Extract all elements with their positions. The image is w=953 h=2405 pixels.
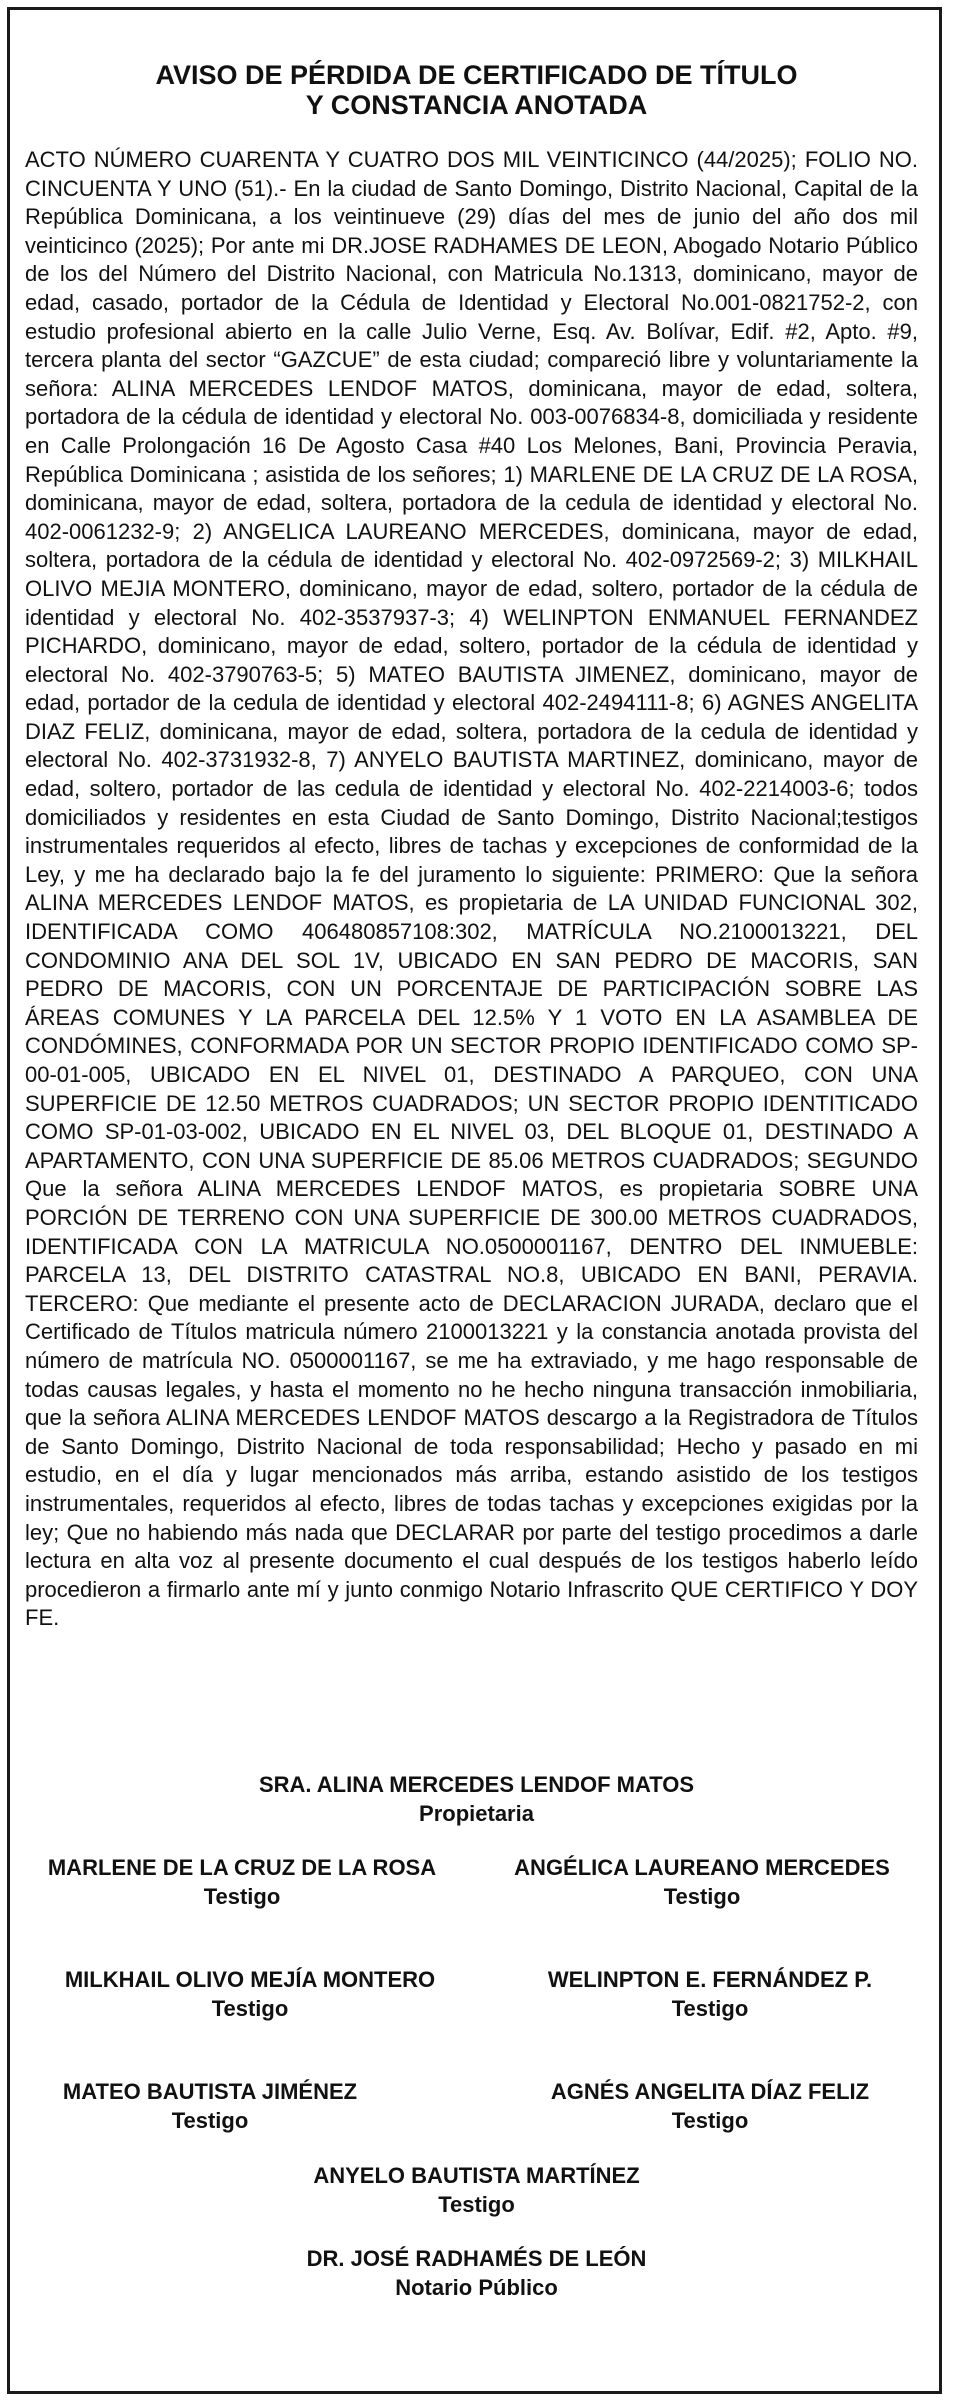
notice-title-line-1: AVISO DE PÉRDIDA DE CERTIFICADO DE TÍTULO xyxy=(155,60,798,90)
signature-role: Testigo xyxy=(171,2108,249,2133)
signature-witness-2 xyxy=(472,1853,932,1911)
signature-role: Testigo xyxy=(671,2108,749,2133)
signature-name: AGNÉS ANGELITA DÍAZ FELIZ xyxy=(550,2079,870,2104)
signature-role: Notario Público xyxy=(395,2275,558,2300)
signature-witness-7 xyxy=(0,2161,953,2219)
signature-role: Testigo xyxy=(671,1996,749,2021)
signature-witness-4 xyxy=(480,1965,940,2023)
signature-role: Testigo xyxy=(663,1884,741,1909)
signature-witness-3 xyxy=(20,1965,480,2023)
signature-owner xyxy=(0,1770,953,1828)
signature-name: ANYELO BAUTISTA MARTÍNEZ xyxy=(313,2163,640,2188)
signature-name: MATEO BAUTISTA JIMÉNEZ xyxy=(62,2079,358,2104)
signature-name: MILKHAIL OLIVO MEJÍA MONTERO xyxy=(64,1967,436,1992)
signature-name: DR. JOSÉ RADHAMÉS DE LEÓN xyxy=(306,2246,647,2271)
signature-name: WELINPTON E. FERNÁNDEZ P. xyxy=(547,1967,873,1992)
notice-body: ACTO NÚMERO CUARENTA Y CUATRO DOS MIL VEINTICINCO (44/2025); FOLIO NO. CINCUENTA Y UNO (51).- En la ciudad de Santo Domingo, Distrito Nacional, Capital de la República Dominicana, a los veintinueve (29) días del mes de junio del año dos mil veinticinco (2025); Por ante mi DR.JOSE RADHAMES DE LEON, Abogado Notario Público de los del Número del Distrito Nacional, con Matricula No.1313, dominicano, mayor de edad, casado, portador de la Cédula de Identidad y Electoral No.001-0821752-2, con estudio profesional abierto en la calle Julio Verne, Esq. Av. Bolívar, Edif. #2, Apto. #9, tercera planta del sector “GAZCUE” de esta ciudad; compareció libre y voluntariamente la señora: ALINA MERCEDES LENDOF MATOS, dominicana, mayor de edad, soltera, portadora de la cédula de identidad y electoral No. 003-0076834-8, domiciliada y residente en Calle Prolongación 16 De Agosto Casa #40 Los Melones, Bani, Provincia Peravia, República Dominicana ; asistida de los señores; 1) MARLENE DE LA CRUZ DE LA ROSA, dominicana, mayor de edad, soltera, portadora de la cedula de identidad y electoral No. 402-0061232-9; 2) ANGELICA LAUREANO MERCEDES, dominicana, mayor de edad, soltera, portadora de la cédula de identidad y electoral No. 402-0972569-2; 3) MILKHAIL OLIVO MEJIA MONTERO, dominicano, mayor de edad, soltero, portador de la cédula de identidad y electoral No. 402-3537937-3; 4) WELINPTON ENMANUEL FERNANDEZ PICHARDO, dominicano, mayor de edad, soltero, portador de la cédula de identidad y electoral No. 402-3790763-5; 5) MATEO BAUTISTA JIMENEZ, dominicano, mayor de edad, portador de la cedula de identidad y electoral 402-2494111-8; 6) AGNES ANGELITA DIAZ FELIZ, dominicana, mayor de edad, soltera, portadora de la cedula de identidad y electoral No. 402-3731932-8, 7) ANYELO BAUTISTA MARTINEZ, dominicano, mayor de edad, soltero, portador de las cedula de identidad y electoral No. 402-2214003-6; todos domiciliados y residentes en esta Ciudad de Santo Domingo, Distrito Nacional;testigos instrumentales requeridos al efecto, libres de tachas y excepciones de conformidad de la Ley, y me ha declarado bajo la fe del juramento lo siguiente: PRIMERO: Que la señora ALINA MERCEDES LENDOF MATOS, es propietaria de LA UNIDAD FUNCIONAL 302, IDENTIFICADA COMO 406480857108:302, MATRÍCULA NO.2100013221, DEL CONDOMINIO ANA DEL SOL 1V, UBICADO EN SAN PEDRO DE MACORIS, SAN PEDRO DE MACORIS, CON UN PORCENTAJE DE PARTICIPACIÓN SOBRE LAS ÁREAS COMUNES Y LA PARCELA DEL 12.5% Y 1 VOTO EN LA ASAMBLEA DE CONDÓMINES, CONFORMADA POR UN SECTOR PROPIO IDENTIFICADO COMO SP-00-01-005, UBICADO EN EL NIVEL 01, DESTINADO A PARQUEO, CON UNA SUPERFICIE DE 12.50 METROS CUADRADOS; UN SECTOR PROPIO IDENTITICADO COMO SP-01-03-002, UBICADO EN EL NIVEL 03, DEL BLOQUE 01, DESTINADO A APARTAMENTO, CON UNA SUPERFICIE DE 85.06 METROS CUADRADOS; SEGUNDO Que la señora ALINA MERCEDES LENDOF MATOS, es propietaria SOBRE UNA PORCIÓN DE TERRENO CON UNA SUPERFICIE DE 300.00 METROS CUADRADOS, IDENTIFICADA CON LA MATRICULA NO.0500001167, DENTRO DEL INMUEBLE: PARCELA 13, DEL DISTRITO CATASTRAL NO.8, UBICADO EN BANI, PERAVIA. TERCERO: Que mediante el presente acto de DECLARACION JURADA, declaro que el Certificado de Títulos matricula número 2100013221 y la constancia anotada provista del número de matrícula NO. 0500001167, se me ha extraviado, y me hago responsable de todas causas legales, y hasta el momento no he hecho ninguna transacción inmobiliaria, que la señora ALINA MERCEDES LENDOF MATOS descargo a la Registradora de Títulos de Santo Domingo, Distrito Nacional de toda responsabilidad; Hecho y pasado en mi estudio, en el día y lugar mencionados más arriba, estando asistido de los testigos instrumentales, requeridos al efecto, libres de todas tachas y excepciones exigidas por la ley; Que no habiendo más nada que DECLARAR por parte del testigo procedimos a darle lectura en alta voz al presente documento el cual después de los testigos haberlo leído procedieron a firmarlo ante mí y junto conmigo Notario Infrascrito QUE CERTIFICO Y DOY FE. xyxy=(25,147,918,1631)
notice-title-line-2: Y CONSTANCIA ANOTADA xyxy=(305,90,648,120)
signature-notary xyxy=(0,2244,953,2302)
signature-name: SRA. ALINA MERCEDES LENDOF MATOS xyxy=(258,1772,695,1797)
signature-witness-5 xyxy=(0,2077,420,2135)
signature-witness-1 xyxy=(12,1853,472,1911)
signature-role: Testigo xyxy=(211,1996,289,2021)
signature-role: Testigo xyxy=(203,1884,281,1909)
signature-name: MARLENE DE LA CRUZ DE LA ROSA xyxy=(47,1855,437,1880)
signature-witness-6 xyxy=(480,2077,940,2135)
signature-name: ANGÉLICA LAUREANO MERCEDES xyxy=(514,1855,890,1880)
notice-title xyxy=(20,60,933,120)
signature-role: Testigo xyxy=(438,2192,515,2217)
signature-role: Propietaria xyxy=(419,1801,534,1826)
